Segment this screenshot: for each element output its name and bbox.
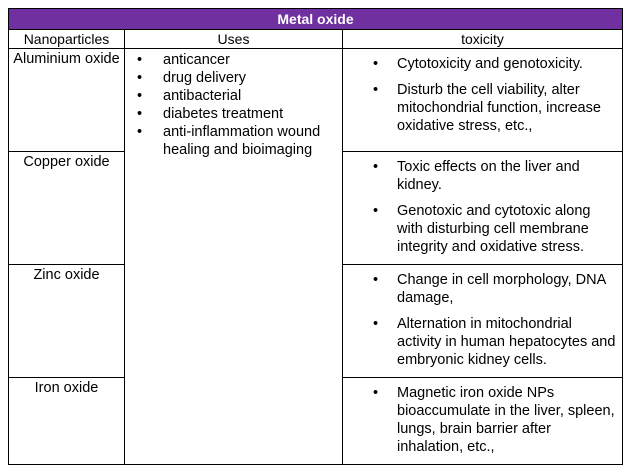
bullet-icon: • — [373, 82, 379, 98]
toxicity-cell — [343, 152, 623, 265]
list-item — [129, 69, 338, 87]
header-nanoparticles: Nanoparticles — [9, 30, 125, 49]
list-item — [347, 158, 618, 194]
toxicity-cell — [343, 378, 623, 465]
list-item — [129, 123, 338, 159]
use-text: drug delivery — [163, 70, 247, 86]
header-row — [9, 30, 623, 49]
toxicity-text: Toxic effects on the liver and kidney. — [397, 159, 580, 193]
toxicity-cell — [343, 265, 623, 378]
uses-list — [129, 51, 338, 159]
toxicity-text: Alternation in mitochondrial activity in human hepatocytes and embryonic kidney cells. — [397, 316, 616, 368]
use-text: anticancer — [163, 52, 230, 68]
use-text: diabetes treatment — [163, 106, 284, 122]
list-item — [347, 55, 618, 73]
list-item — [129, 105, 338, 123]
list-item — [347, 315, 618, 369]
toxicity-list — [347, 384, 618, 456]
toxicity-list — [347, 158, 618, 256]
toxicity-list — [347, 55, 618, 135]
toxicity-text: Disturb the cell viability, alter mitochondrial function, increase oxidative stress, etc., — [397, 82, 601, 134]
nanoparticle-cell: Zinc oxide — [9, 265, 125, 378]
nanoparticle-cell: Copper oxide — [9, 152, 125, 265]
bullet-icon: • — [137, 52, 143, 68]
bullet-icon: • — [137, 88, 143, 104]
nanoparticle-cell: Iron oxide — [9, 378, 125, 465]
uses-cell — [125, 49, 343, 465]
metal-oxide-table-container — [8, 8, 622, 465]
bullet-icon: • — [373, 203, 379, 219]
list-item — [129, 87, 338, 105]
bullet-icon: • — [373, 159, 379, 175]
use-text: anti-inflammation wound healing and bioimaging — [163, 124, 321, 158]
list-item — [129, 51, 338, 69]
toxicity-cell — [343, 49, 623, 152]
list-item — [347, 271, 618, 307]
table-row — [9, 49, 623, 152]
bullet-icon: • — [373, 272, 379, 288]
bullet-icon: • — [137, 106, 143, 122]
toxicity-text: Cytotoxicity and genotoxicity. — [397, 56, 583, 72]
title-row — [9, 9, 623, 30]
bullet-icon: • — [137, 70, 143, 86]
toxicity-text: Genotoxic and cytotoxic along with disturbing cell membrane integrity and oxidative stress. — [397, 203, 591, 255]
toxicity-text: Magnetic iron oxide NPs bioaccumulate in the liver, spleen, lungs, brain barrier after inhalation, etc., — [397, 385, 615, 455]
bullet-icon: • — [373, 385, 379, 401]
header-uses: Uses — [125, 30, 343, 49]
table-title: Metal oxide — [9, 9, 623, 30]
metal-oxide-table — [8, 8, 623, 465]
nanoparticle-cell: Aluminium oxide — [9, 49, 125, 152]
list-item — [347, 202, 618, 256]
toxicity-list — [347, 271, 618, 369]
bullet-icon: • — [373, 56, 379, 72]
bullet-icon: • — [137, 124, 143, 140]
list-item — [347, 384, 618, 456]
list-item — [347, 81, 618, 135]
bullet-icon: • — [373, 316, 379, 332]
header-toxicity: toxicity — [343, 30, 623, 49]
use-text: antibacterial — [163, 88, 242, 104]
toxicity-text: Change in cell morphology, DNA damage, — [397, 272, 606, 306]
